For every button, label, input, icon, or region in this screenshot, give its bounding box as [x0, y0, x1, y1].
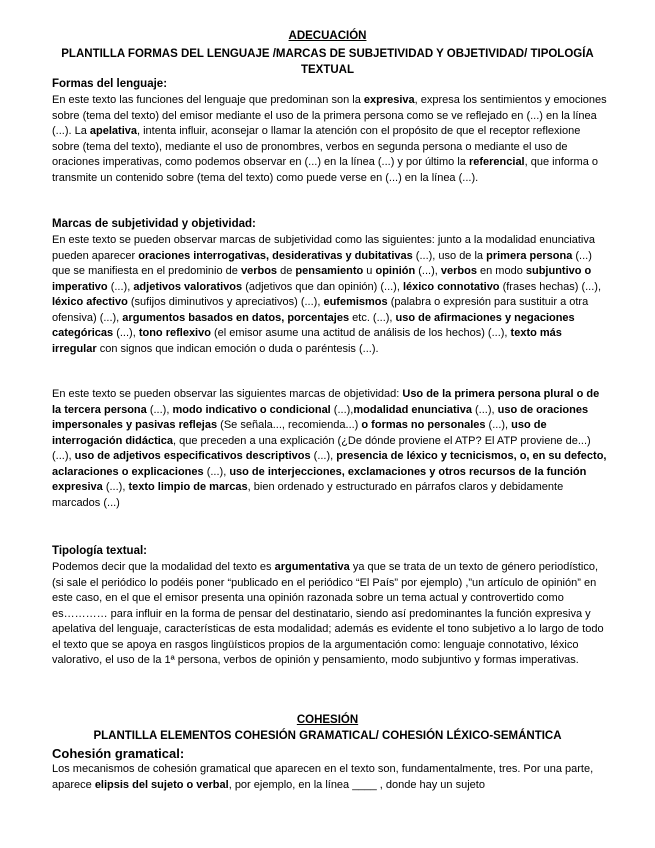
subj-text: (adjetivos que dan opinión) (...), [242, 280, 403, 293]
marcas-heading: Marcas de subjetividad y objetividad: [52, 218, 256, 230]
obj-text: (...), [471, 403, 498, 416]
obj-text: (...), [102, 481, 129, 493]
subj-text: (el emisor asume una actitud de análisis de los hechos) (...), [210, 327, 511, 339]
subj-bold: léxico connotativo [402, 280, 500, 293]
subj-text: (...), [113, 327, 139, 339]
obj-bold: uso de interrogación didáctica [52, 419, 547, 447]
tipologia-text-1: Podemos decir que la modalidad del texto es [52, 561, 275, 573]
formas-text-3: , intenta influir, aconsejar o llamar la atención con el propósito de que el receptor reflexione sobre (tema del texto), mediante el uso de pronombres, verbos en segunda persona o mediante el uso de oraciones imperativas, como podemos observar en (...) en la línea (...) y por último la [52, 125, 581, 168]
obj-bold: uso de interjecciones, exclamaciones y otros recursos de la función expresiva [52, 465, 587, 493]
subj-bold: oraciones interrogativas, desiderativas y dubitativas [138, 249, 413, 262]
formas-heading: Formas del lenguaje: [52, 78, 168, 90]
obj-bold: uso de oraciones impersonales y pasivas reflejas [52, 403, 589, 431]
cohesion-gramatical-paragraph [52, 762, 608, 793]
obj-bold: texto limpio de marcas [128, 481, 248, 493]
formas-bold-referencial: referencial [468, 156, 525, 168]
marcas-objetividad-paragraph [52, 387, 608, 511]
obj-text: (...), [146, 403, 173, 416]
subj-text: en modo [476, 265, 526, 277]
obj-bold: modalidad enunciativa [353, 403, 472, 416]
formas-paragraph [52, 93, 608, 186]
formas-text-1: En este texto las funciones del lenguaje que predominan son la [52, 94, 364, 106]
adecuacion-subtitle: PLANTILLA FORMAS DEL LENGUAJE /MARCAS DE SUBJETIVIDAD Y OBJETIVIDAD/ TIPOLOGÍA TEXTUAL [61, 48, 594, 76]
subj-text: (palabra o expresión para sustituir a otra ofensiva) (...), [52, 296, 589, 324]
subj-text: etc. (...), [349, 311, 396, 324]
formas-bold-expresiva: expresiva [363, 94, 415, 106]
subj-bold: tono reflexivo [138, 327, 211, 339]
subj-text: (...), [415, 265, 441, 277]
obj-text: En este texto se pueden observar las siguientes marcas de objetividad: [52, 388, 403, 400]
cohesion-gramatical-heading: Cohesión gramatical: [52, 746, 185, 761]
cohesion-bold-elipsis: elipsis del sujeto o verbal [94, 778, 229, 791]
subj-bold: verbos [440, 265, 477, 277]
subj-bold: eufemismos [323, 296, 388, 308]
cohesion-text-1: Los mecanismos de cohesión gramatical que aparecen en el texto son, fundamentalmente, tres. Por una parte, aparece [52, 763, 594, 791]
subj-bold: adjetivos valorativos [133, 280, 243, 293]
obj-text: (...), [203, 465, 230, 478]
obj-text: (...), [310, 450, 337, 462]
subj-bold: primera persona [486, 249, 573, 262]
cohesion-subtitle: PLANTILLA ELEMENTOS COHESIÓN GRAMATICAL/ COHESIÓN LÉXICO-SEMÁNTICA [93, 730, 562, 742]
tipologia-text-2: ya que se trata de un texto de género periodístico, (si sale el periódico lo podéis poner “publicado en el periódico “El País” por ejemplo) ,”un artículo de opinión” en este caso, en el que el emisor presenta una opinión razonada sobre un tema actual y controvertido como es………… para influir en la forma de pensar del destinatario, siendo así predominantes la función expresiva y apelativa del lenguaje, características de esta modalidad; además es evidente el tono subjetivo a lo largo de todo el texto que se apoya en rasgos lingüísticos propios de la argumentación como: lenguaje connotativo, léxico valorativo, el uso de la 1ª persona, verbos de opinión y pensamiento, modo subjuntivo y formas imperativas. [52, 561, 604, 666]
subj-text: (...), [107, 280, 134, 293]
cohesion-title-text: COHESIÓN [296, 714, 359, 726]
subj-text: u [363, 265, 376, 277]
obj-bold: o formas no personales [361, 419, 486, 431]
subj-bold: opinión [375, 265, 416, 277]
obj-text: (...), [485, 419, 512, 431]
subj-bold: texto más irregular [52, 327, 562, 355]
subj-bold: argumentos basados en datos, porcentajes [122, 311, 350, 324]
obj-bold: modo indicativo o condicional [172, 403, 331, 416]
cohesion-title [0, 714, 655, 726]
adecuacion-title-text: ADECUACIÓN [288, 30, 367, 42]
adecuacion-title [0, 30, 655, 42]
subj-bold: verbos [240, 265, 278, 277]
obj-bold: uso de adjetivos especificativos descriptivos [74, 450, 311, 462]
tipologia-paragraph [52, 560, 608, 669]
tipologia-bold-argumentativa: argumentativa [274, 561, 350, 573]
subj-text: de [277, 265, 296, 277]
obj-text: , que preceden a una explicación (¿De dónde proviene el ATP? El ATP proviene de...) (...), [52, 434, 591, 462]
subj-bold: léxico afectivo [52, 296, 128, 308]
obj-bold: Uso de la primera persona plural o de la tercera persona [52, 388, 600, 416]
subj-bold: pensamiento [295, 265, 364, 277]
obj-text: (Se señala..., recomienda...) [217, 419, 362, 431]
marcas-subjetividad-paragraph [52, 233, 608, 357]
subj-text: con signos que indican emoción o duda o paréntesis (...). [96, 342, 379, 355]
subj-text: (...) que se manifiesta en el predominio de [52, 249, 592, 277]
subj-bold: uso de afirmaciones y negaciones categóricas [52, 311, 575, 339]
obj-text: , bien ordenado y estructurado en párrafos claros y debidamente marcados (...) [52, 481, 564, 509]
subj-text: En este texto se pueden observar marcas de subjetividad como las siguientes: junto a la modalidad enunciativa pueden aparecer [52, 234, 595, 262]
formas-text-4: , que informa o transmite un contenido sobre (tema del texto) como puede verse en (...) en la línea (...). [52, 156, 598, 184]
obj-bold: presencia de léxico y tecnicismos, o, en su defecto, aclaraciones o explicaciones [52, 450, 607, 478]
subj-text: (...), uso de la [412, 249, 487, 262]
tipologia-heading: Tipología textual: [52, 545, 147, 557]
subj-text: (frases hechas) (...), [499, 280, 602, 293]
formas-bold-apelativa: apelativa [89, 125, 137, 137]
cohesion-text-2: , por ejemplo, en la línea ____ , donde hay un sujeto [228, 778, 485, 791]
subj-text: (sufijos diminutivos y apreciativos) (...), [127, 296, 324, 308]
obj-text: (...), [330, 403, 354, 416]
subj-bold: subjuntivo o imperativo [52, 265, 592, 293]
formas-text-2: , expresa los sentimientos y emociones sobre (tema del texto) del emisor mediante el uso de la primera persona como se ve reflejado en (...) en la línea (...). La [52, 94, 607, 137]
